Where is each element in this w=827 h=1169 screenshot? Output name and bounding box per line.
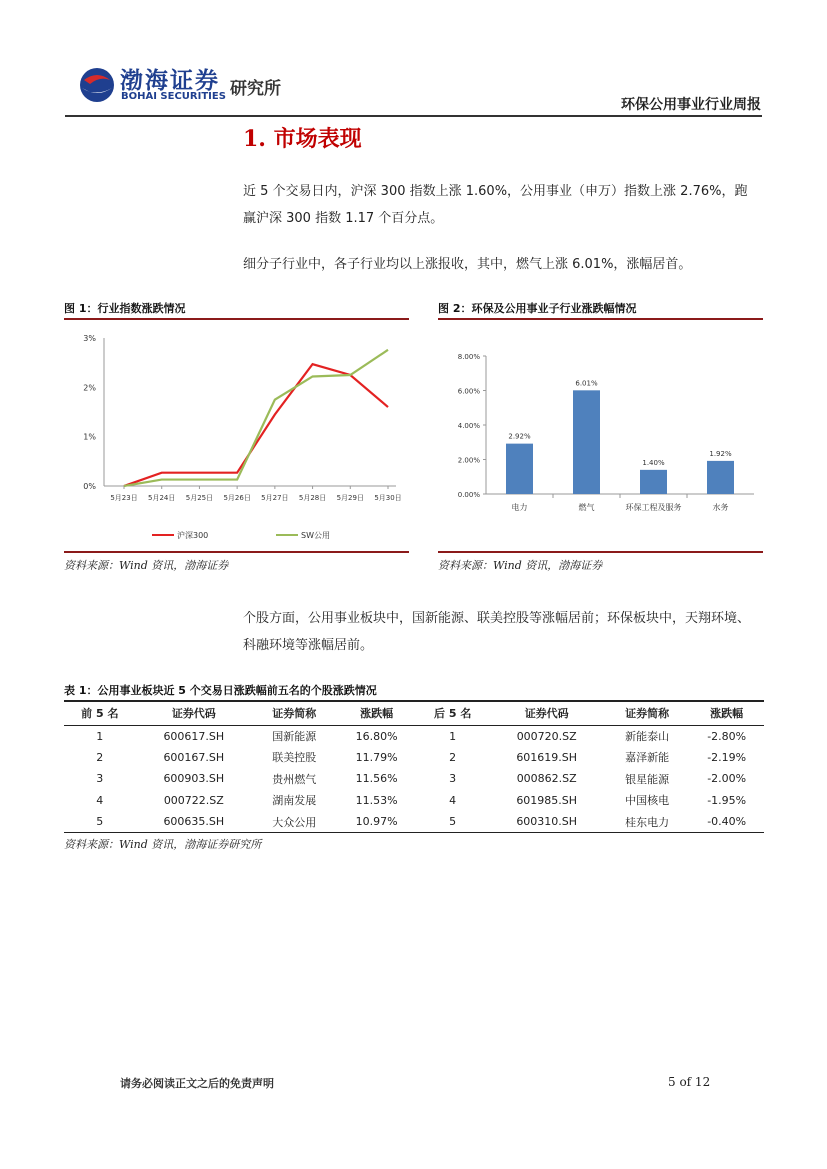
x-tick-label: 5月23日 (110, 494, 138, 502)
header-cell: 前 5 名 (64, 701, 136, 725)
header-cell: 证券代码 (488, 701, 604, 725)
table-cell: 桂东电力 (605, 811, 689, 833)
fig2-rule-bottom (438, 551, 763, 553)
x-tick-label: 5月24日 (148, 494, 176, 502)
table-cell: 4 (96, 793, 104, 807)
header-cell: 证券简称 (605, 701, 689, 725)
table-cell: 000720.SZ (516, 729, 577, 743)
header-cell: 后 5 名 (417, 701, 489, 725)
table-cell: 601985.SH (516, 793, 578, 807)
bar-data-label: 6.01% (575, 379, 598, 388)
bar-2 (640, 470, 667, 494)
x-tick-label: 5月29日 (336, 494, 364, 502)
x-category-label: 水务 (712, 503, 729, 512)
table-cell: 3 (96, 772, 104, 786)
table-cell: 000862.SZ (516, 772, 577, 786)
table-cell: 600903.SH (163, 772, 225, 786)
bar-data-label: 1.40% (642, 458, 665, 467)
table-cell: -2.00% (707, 772, 747, 786)
legend-label: 沪深300 (177, 531, 209, 540)
table-cell: 600617.SH (163, 729, 225, 743)
logo-dept-text: 研究所 (230, 79, 281, 99)
x-tick-label: 5月28日 (298, 494, 327, 502)
x-tick-label: 5月25日 (185, 494, 214, 502)
x-category-label: 环保工程及服务 (625, 503, 682, 512)
table-cell: 联美控股 (272, 751, 317, 765)
table-cell: 5 (64, 811, 136, 833)
bar-1 (573, 390, 600, 494)
fig1-source: 资料来源：Wind 资讯，渤海证券 (64, 559, 229, 572)
table-cell: 贵州燃气 (272, 772, 317, 786)
bar-data-label: 2.92% (508, 432, 531, 441)
sub-industry-bar-chart (438, 322, 763, 548)
table-row (64, 811, 764, 833)
table-cell: 银星能源 (625, 772, 670, 786)
y-tick-label: 3% (83, 334, 96, 343)
header-cell: 证券代码 (136, 701, 252, 725)
table-cell: 601619.SH (516, 750, 578, 764)
table-cell: 1 (96, 729, 104, 743)
table-cell: 湖南发展 (272, 794, 317, 808)
bar-0 (506, 444, 533, 494)
paragraph-market-overview: 近 5 个交易日内，沪深 300 指数上涨 1.60%，公用事业（申万）指数上涨 2.76%，跑赢沪深 300 指数 1.17 个百分点。 (243, 184, 748, 226)
y-tick-label: 6.00% (457, 387, 480, 396)
table-cell: 10.97% (336, 811, 416, 833)
table-row (64, 747, 764, 769)
fig1-rule-bottom (64, 551, 409, 553)
fig2-caption: 图 2：环保及公用事业子行业涨跌幅情况 (438, 302, 637, 315)
table-cell: 嘉泽新能 (625, 751, 670, 765)
header-rule (65, 115, 762, 117)
footer-disclaimer: 请务必阅读正文之后的免责声明 (120, 1077, 274, 1090)
table-cell: -1.95% (707, 793, 747, 807)
fig2-source: 资料来源：Wind 资讯，渤海证券 (438, 559, 603, 572)
table-cell: 3 (449, 772, 457, 786)
table-cell: -2.19% (707, 750, 747, 764)
table-row (64, 725, 764, 747)
table-cell: 大众公用 (252, 811, 336, 833)
table-cell: 11.79% (355, 750, 398, 764)
x-tick-label: 5月30日 (374, 494, 402, 502)
table-row (64, 790, 764, 812)
table-cell: -0.40% (689, 811, 764, 833)
table-cell: 2 (449, 750, 457, 764)
y-tick-label: 0% (83, 482, 96, 491)
table-cell: 新能泰山 (625, 730, 670, 743)
table-cell: 11.56% (355, 772, 398, 786)
fig1-caption: 图 1：行业指数涨跌情况 (64, 302, 186, 315)
header-cell: 证券简称 (252, 701, 336, 725)
y-tick-label: 0.00% (457, 491, 480, 499)
table-header-row (64, 701, 764, 725)
page-number: 5 of 12 (668, 1075, 711, 1089)
table-cell: 11.53% (355, 793, 398, 807)
fig2-rule-top (438, 318, 763, 320)
logo-cn-text: 渤海证券 (120, 68, 220, 94)
y-tick-label: 4.00% (457, 422, 480, 430)
y-tick-label: 2.00% (457, 456, 480, 465)
table-cell: -2.80% (707, 729, 747, 743)
x-tick-label: 5月26日 (223, 494, 251, 502)
report-title: 环保公用事业行业周报 (621, 97, 761, 113)
table-cell: 600310.SH (488, 811, 604, 833)
x-category-label: 燃气 (578, 503, 595, 512)
x-category-label: 电力 (511, 503, 528, 512)
stock-performance-table (64, 700, 764, 833)
table-cell: 5 (417, 811, 489, 833)
table-cell: 4 (449, 793, 457, 807)
table-cell: 600635.SH (136, 811, 252, 833)
y-tick-label: 8.00% (457, 353, 480, 361)
table-row (64, 768, 764, 790)
table-cell: 000722.SZ (163, 793, 224, 807)
series-line-hs300 (124, 364, 388, 486)
table-cell: 中国核电 (625, 794, 670, 808)
bar-3 (707, 461, 734, 494)
series-line-sw-utilities (124, 350, 388, 486)
paragraph-stocks: 个股方面，公用事业板块中，国新能源、联美控股等涨幅居前；环保板块中，天翔环境、科融环境等涨幅居前。 (243, 611, 751, 653)
bohai-logo-icon (78, 66, 116, 104)
table-cell: 2 (96, 750, 104, 764)
x-tick-label: 5月27日 (261, 494, 289, 502)
logo-en-text: BOHAI SECURITIES (121, 91, 226, 102)
legend-label: SW公用 (301, 531, 330, 540)
table-source: 资料来源：Wind 资讯，渤海证券研究所 (64, 838, 262, 851)
header-cell: 涨跌幅 (336, 701, 416, 725)
table-cell: 国新能源 (272, 730, 317, 743)
section-title: 1. 市场表现 (243, 126, 362, 152)
table-cell: 600167.SH (163, 750, 225, 764)
header-cell: 涨跌幅 (689, 701, 764, 725)
table-cell: 16.80% (355, 729, 398, 743)
fig1-rule-top (64, 318, 409, 320)
table-cell: 1 (449, 729, 457, 743)
index-line-chart (64, 322, 409, 548)
paragraph-sub-industry: 细分子行业中，各子行业均以上涨报收，其中，燃气上涨 6.01%，涨幅居首。 (243, 257, 692, 272)
bar-data-label: 1.92% (709, 449, 732, 458)
y-tick-label: 1% (83, 432, 96, 442)
table-caption: 表 1：公用事业板块近 5 个交易日涨跌幅前五名的个股涨跌情况 (64, 684, 377, 697)
y-tick-label: 2% (83, 383, 96, 393)
